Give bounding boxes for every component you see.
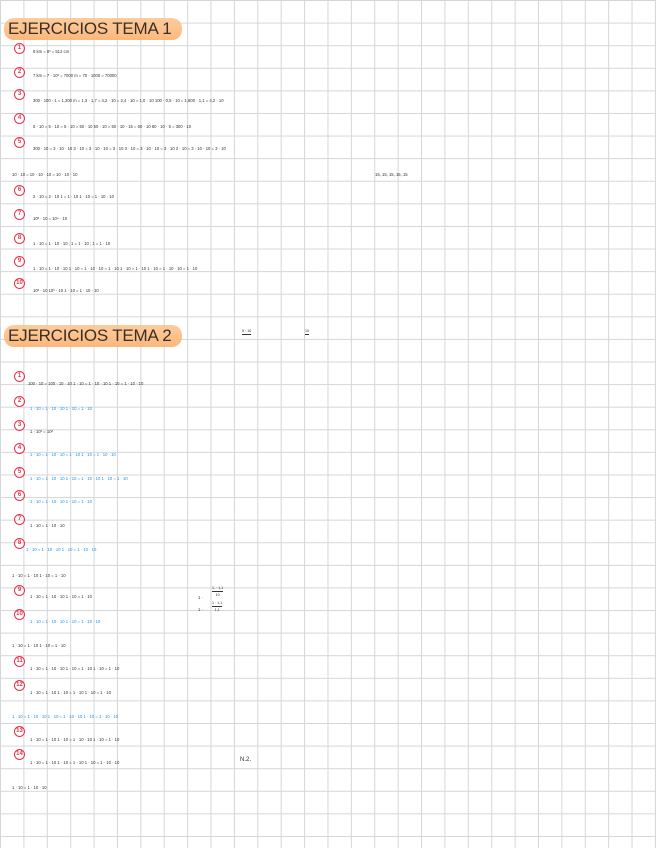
exercise-number: 14 xyxy=(14,749,25,760)
heading-tema-2: EJERCICIOS TEMA 2 xyxy=(4,325,182,347)
side-fraction-2 xyxy=(212,601,222,612)
exercise-number: 6 xyxy=(14,185,25,196)
exercise-number: 1 xyxy=(14,43,25,54)
fraction-numerator: 5 · 10 xyxy=(242,329,252,333)
exercise-line: 1 · 10³ = 10³ xyxy=(30,429,53,434)
exercise-number: 3 xyxy=(14,89,25,100)
exercise-line: 1 · 10 = 1 · 10 1 · 10 = 1 · 10 xyxy=(12,643,66,648)
side-label: 1 · xyxy=(198,607,203,612)
exercise-line: 1 · 10 = 1 · 10 · 10 1 · 10 = 1 · 10 · 10 xyxy=(30,619,101,624)
exercise-number: 7 xyxy=(14,514,25,525)
exercise-line: 1 · 10 = 1 · 10 · 10 = 1 · 10 1 · 10 = 1 · 10 · 10 xyxy=(30,452,116,457)
exercise-line: 1 · 10 = 1 · 10 · 10 1 · 10 = 1 · 10 xyxy=(30,406,92,411)
exercise-line: 7 km = 7 · 10³ = 7000 m = 70 · 1000 = 70000 xyxy=(33,73,117,78)
exercise-line: 1 · 10 = 1 · 10 · 10 1 · 10 = 1 · 10 xyxy=(30,499,92,504)
exercise-number: 1 xyxy=(14,371,25,382)
exercise-number: 8 xyxy=(14,538,25,549)
exercise-line: 1 · 10 = 1 · 10 · 10 1 · 10 = 1 · 10 · 10 1 · 10 = 1 · 10 xyxy=(30,476,128,481)
tail-note: N.2. xyxy=(240,757,252,763)
exercise-number: 13 xyxy=(14,726,25,737)
fraction-numerator: 1 · 1,1 xyxy=(212,601,223,605)
exercise-line: 300 · 10 = 3 · 10 · 10 3 · 10 = 3 · 10 · 10 = 3 · 10 3 · 10 = 3 · 10 · 10 = 3 · 10 3 · 10 = 3 · 10 · 10 = 3 · 10 xyxy=(33,146,226,151)
exercise-number: 8 xyxy=(14,233,25,244)
exercise-line: 1 · 10 = 1 · 10 · 10 ; 1 = 1 · 10 ; 1 = 1 · 10 xyxy=(33,241,111,246)
exercise-line: 10 · 10 = 10 · 10 · 10 = 10 · 10 · 10 xyxy=(12,172,78,177)
exercise-line: 1 · 10 = 1 · 10 1 · 10 = 1 · 10 1 · 10 = 1 · 10 · 10 xyxy=(30,760,120,765)
exercise-line: 300 · 100 · 1 = 1,300 m = 1,3 · 1,7 = 4,2 · 10 = 2,4 · 10 = 1,0 · 10 100 · 0,5 · 10 = 1,800 · 1,1 = 4,2 · 10 xyxy=(33,98,224,103)
exercise-line: 1 · 10 = 1 · 10 1 · 10 = 1 · 10 1 · 10 = 1 · 10 xyxy=(30,690,111,695)
exercise-number: 3 xyxy=(14,420,25,431)
fraction-bar xyxy=(212,591,223,592)
fraction-denominator: 10 xyxy=(215,593,220,597)
exercise-line: 1 · 10 = 1 · 10 · 10 1 · 10 = 1 · 10 1 · 10 = 1 · 10 xyxy=(30,666,120,671)
exercise-line: 1 · 10 = 1 · 10 · 10 xyxy=(12,785,47,790)
exercise-number: 4 xyxy=(14,443,25,454)
exercise-number: 10 xyxy=(14,609,25,620)
exercise-number: 2 xyxy=(14,396,25,407)
exercise-number: 6 xyxy=(14,490,25,501)
exercise-line: 2 · 10 = 2 · 10 1 = 1 · 10 1 · 10 = 1 · 10 · 10 xyxy=(33,194,114,199)
fraction-numerator: 1, · 1,1 xyxy=(212,586,224,590)
side-note: 15, 15, 15, 15, 15 xyxy=(375,172,408,177)
header-fraction-1 xyxy=(242,329,251,336)
exercise-number: 11 xyxy=(14,656,25,667)
fraction-denominator: 1,1 xyxy=(214,608,220,612)
exercise-line: 10³ · 10 = 10⁴ · 10 xyxy=(33,216,68,221)
exercise-number: 4 xyxy=(14,113,25,124)
exercise-number: 2 xyxy=(14,67,25,78)
exercise-number: 5 xyxy=(14,467,25,478)
exercise-line: 8 km = 8³ = 512 cm xyxy=(33,49,70,54)
exercise-line: 100 · 10 = 100 · 10 · 10 1 · 10 = 1 · 10 · 10 1 · 10 = 1 · 10 · 10 xyxy=(28,381,144,386)
fraction-bar xyxy=(242,334,251,335)
fraction-bar xyxy=(212,606,222,607)
fraction-numerator: 10 xyxy=(305,329,309,333)
exercise-line: 1 · 10 = 1 · 10 · 10 xyxy=(30,523,65,528)
exercise-line: 1 · 10 = 1 · 10 1 · 10 = 1 · 10 xyxy=(12,573,66,578)
exercise-line: 1 · 10 = 1 · 10 · 10 1 · 10 = 1 · 10 · 10 xyxy=(26,547,97,552)
exercise-line: 1 · 10 = 1 · 10 · 10 1 · 10 = 1 · 10 · 10 1 · 10 = 1 · 10 · 10 xyxy=(12,714,119,719)
exercise-number: 7 xyxy=(14,209,25,220)
heading-tema-1: EJERCICIOS TEMA 1 xyxy=(4,18,182,40)
exercise-line: 10³ · 10 10³ · 10 1 · 10 = 1 · 10 · 10 xyxy=(33,288,99,293)
exercise-number: 10 xyxy=(14,278,25,289)
exercise-number: 12 xyxy=(14,680,25,691)
exercise-line: 1 · 10 = 1 · 10 1 · 10 = 1 · 10 · 10 1 · 10 = 1 · 10 xyxy=(30,737,120,742)
exercise-number: 9 xyxy=(14,256,25,267)
exercise-number: 9 xyxy=(14,585,25,596)
side-label: 1 · xyxy=(198,595,203,600)
fraction-bar xyxy=(305,334,309,335)
exercise-number: 5 xyxy=(14,137,25,148)
exercise-line: 1 · 10 = 1 · 10 · 10 1 · 10 = 1 · 10 · 10 = 1 · 10 1 · 10 = 1 · 10 1 · 10 = 1 · 10 · 10 = 1 · 10 xyxy=(33,266,198,271)
header-fraction-2 xyxy=(305,329,309,336)
exercise-line: 5 · 10 = 5 · 10 = 5 · 10 = 50 · 10 50 · 10 = 50 · 10 · 15 = 60 · 10 60 · 10 · 5 = 300 · 10 xyxy=(33,124,192,129)
side-fraction-1 xyxy=(212,586,223,597)
exercise-line: 1 · 10 = 1 · 10 · 10 1 · 10 = 1 · 10 xyxy=(30,594,92,599)
